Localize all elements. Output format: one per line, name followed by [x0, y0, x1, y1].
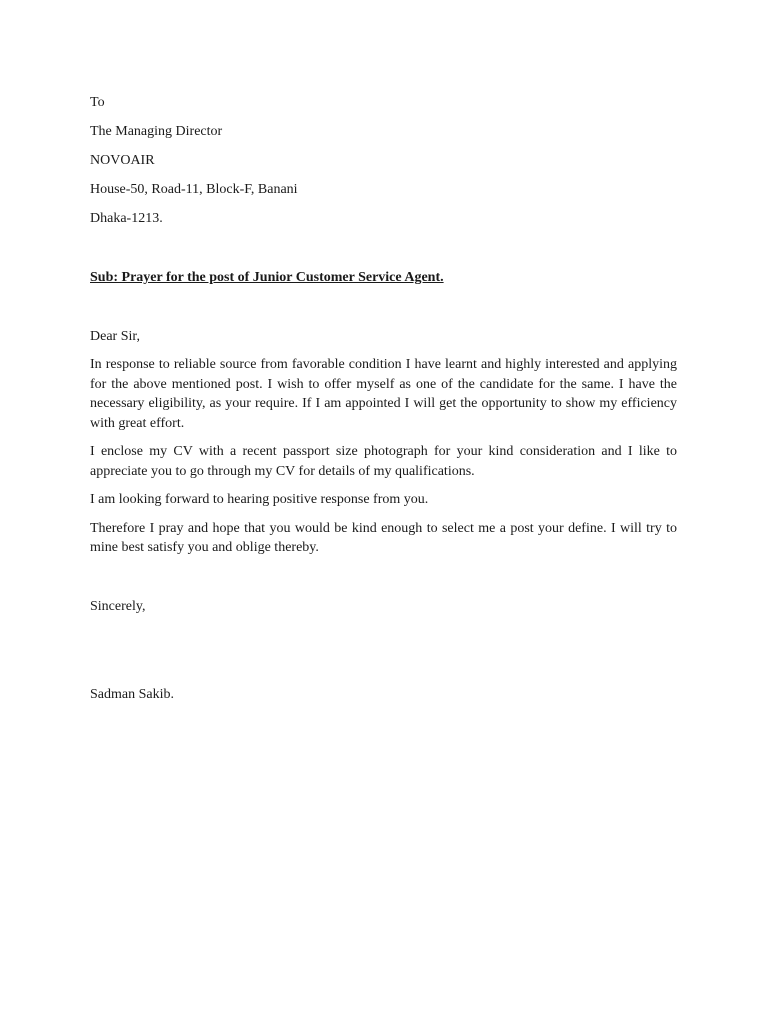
salutation: Dear Sir, — [90, 329, 140, 344]
recipient-address-line2: Dhaka-1213. — [90, 211, 163, 226]
letter-page — [90, 93, 677, 704]
body-paragraph: Therefore I pray and hope that you would be kind enough to select me a post your define. I will try to mine best satisfy you and oblige thereby. — [90, 520, 677, 555]
body-paragraph: I enclose my CV with a recent passport size photograph for your kind consideration and I like to appreciate you to go through my CV for details of my qualifications. — [90, 444, 677, 479]
recipient-address-line1: House-50, Road-11, Block-F, Banani — [90, 182, 298, 197]
body-paragraph: I am looking forward to hearing positive response from you. — [90, 492, 429, 507]
recipient-to: To — [90, 95, 105, 110]
subject-line: Sub: Prayer for the post of Junior Customer Service Agent. — [90, 270, 444, 285]
letter-body — [90, 355, 677, 558]
body-paragraph: In response to reliable source from favorable condition I have learnt and highly interested and applying for the above mentioned post. I wish to offer myself as one of the candidate for the same. I have the necessary eligibility, as your require. If I am appointed I will get the opportunity to show my efficiency with great effort. — [90, 357, 677, 431]
recipient-address — [90, 93, 677, 228]
signature-name: Sadman Sakib. — [90, 686, 174, 702]
closing: Sincerely, — [90, 598, 146, 614]
recipient-company: NOVOAIR — [90, 153, 155, 168]
recipient-title: The Managing Director — [90, 124, 223, 139]
